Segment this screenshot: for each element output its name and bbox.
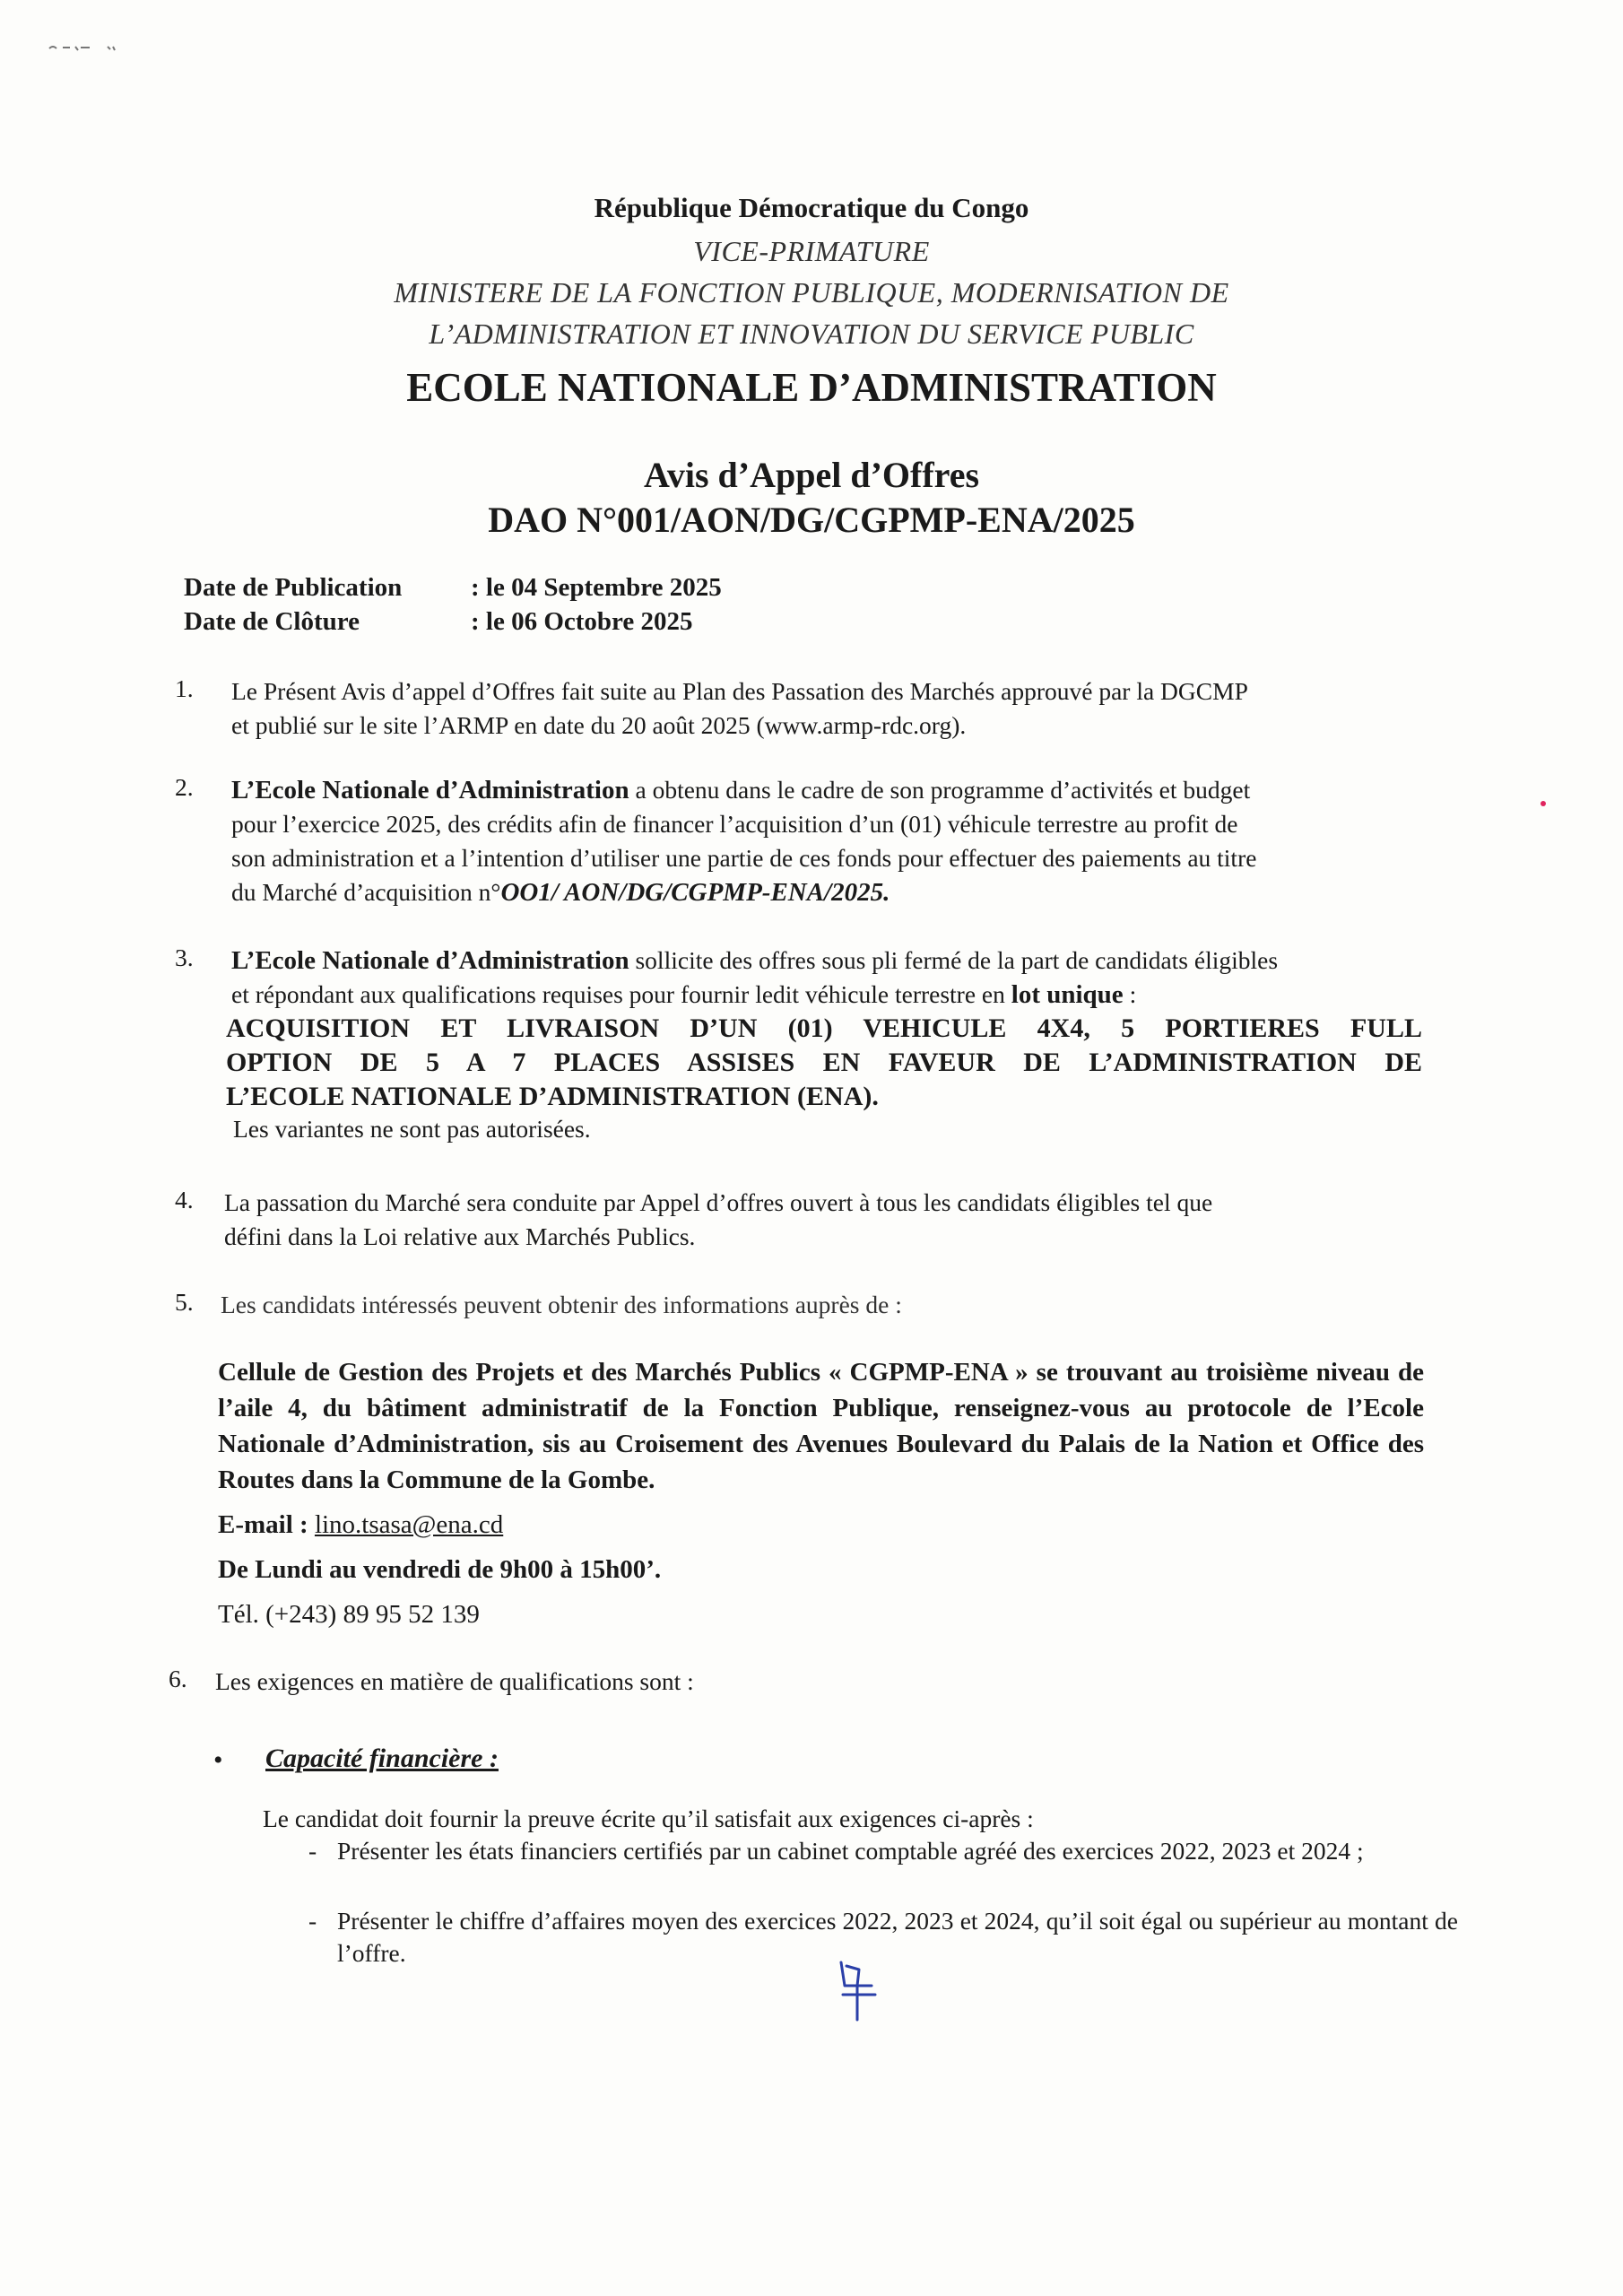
contact-block	[218, 1354, 1424, 1632]
dash-marker: -	[308, 1907, 317, 1935]
notice-title: Avis d’Appel d’Offres	[643, 455, 980, 495]
paragraph-1-line-2: et publié sur le site l’ARMP en date du 20 août 2025 (www.armp-rdc.org).	[231, 711, 967, 739]
item-number-4: 4.	[175, 1186, 194, 1213]
dash-marker: -	[308, 1837, 317, 1865]
bullet-icon: •	[213, 1745, 223, 1775]
paragraph-3-line-1: L’Ecole Nationale d’Administration sollicite des offres sous pli fermé de la part de candidats éligibles	[231, 946, 1279, 975]
ink-dot-mark	[1541, 801, 1546, 806]
paragraph-3	[231, 944, 1424, 1012]
contact-address: Cellule de Gestion des Projets et des Marchés Publics « CGPMP-ENA » se trouvant au troisième niveau de l’aile 4, du bâtiment administratif de la Fonction Publique, renseignez-vous au protocole de l’Ecole Nationale d’Administration, sis au Croisement des Avenues Boulevard du Palais de la Nation et Office des Routes dans la Commune de la Gombe.	[218, 1358, 1424, 1494]
country-name: République Démocratique du Congo	[594, 192, 1029, 223]
paragraph-2-line-2: pour l’exercice 2025, des crédits afin de financer l’acquisition d’un (01) véhicule terrestre au profit de	[231, 810, 1238, 838]
item-number-6: 6.	[169, 1665, 187, 1692]
lot-unique: lot unique	[1011, 980, 1124, 1009]
variants-note: Les variantes ne sont pas autorisées.	[233, 1115, 591, 1143]
paragraph-1-line-1: Le Présent Avis d’appel d’Offres fait suite au Plan des Passation des Marchés approuvé par la DGCMP	[231, 677, 1248, 705]
school-name: ECOLE NATIONALE D’ADMINISTRATION	[406, 365, 1217, 410]
ministry-line-2: L’ADMINISTRATION ET INNOVATION DU SERVICE PUBLIC	[429, 317, 1194, 350]
contract-subject-line-1: ACQUISITION ET LIVRAISON D’UN (01) VEHICULE 4X4, 5 PORTIERES FULL	[226, 1013, 1422, 1043]
requirement-2-text: Présenter le chiffre d’affaires moyen des exercices 2022, 2023 et 2024, qu’il soit égal ou supérieur au montant de l’offre.	[337, 1907, 1458, 1967]
publication-date-value: : le 04 Septembre 2025	[471, 573, 722, 602]
item-number-1: 1.	[175, 674, 194, 702]
contact-email-line: E-mail : lino.tsasa@ena.cd	[218, 1510, 504, 1539]
paragraph-2-line-1: L’Ecole Nationale d’Administration a obtenu dans le cadre de son programme d’activités et budget	[231, 776, 1251, 804]
email-link[interactable]: lino.tsasa@ena.cd	[314, 1510, 504, 1539]
item-number-3: 3.	[175, 944, 194, 971]
requirement-1-text: Présenter les états financiers certifiés par un cabinet comptable agréé des exercices 2022, 2023 et 2024 ;	[337, 1837, 1364, 1865]
ministry-line-1: MINISTERE DE LA FONCTION PUBLIQUE, MODERNISATION DE	[394, 276, 1229, 309]
closing-date-label: Date de Clôture	[184, 607, 360, 636]
paragraph-6: Les exigences en matière de qualifications sont :	[215, 1667, 694, 1695]
contract-subject-line-3: L’ECOLE NATIONALE D’ADMINISTRATION (ENA).	[226, 1082, 879, 1111]
financial-capacity-title: Capacité financière :	[265, 1744, 499, 1773]
initials-signature	[825, 1955, 888, 2027]
contact-phone: Tél. (+243) 89 95 52 139	[218, 1600, 480, 1629]
item-number-5: 5.	[175, 1288, 194, 1316]
school-name-inline: L’Ecole Nationale d’Administration	[231, 776, 629, 804]
paragraph-2-line-4: du Marché d’acquisition n°OO1/ AON/DG/CGPMP-ENA/2025.	[231, 878, 890, 907]
school-name-inline: L’Ecole Nationale d’Administration	[231, 946, 629, 975]
market-reference: OO1/ AON/DG/CGPMP-ENA/2025.	[500, 878, 890, 907]
paragraph-4-line-2: défini dans la Loi relative aux Marchés Publics.	[224, 1222, 696, 1250]
publication-date-label: Date de Publication	[184, 573, 403, 602]
dao-reference: DAO N°001/AON/DG/CGPMP-ENA/2025	[488, 500, 1135, 540]
contact-hours: De Lundi au vendredi de 9h00 à 15h00’.	[218, 1555, 662, 1584]
paragraph-4	[224, 1186, 1424, 1254]
paragraph-3-line-2: et répondant aux qualifications requises pour fournir ledit véhicule terrestre en lot unique :	[231, 980, 1137, 1009]
financial-capacity-intro: Le candidat doit fournir la preuve écrite qu’il satisfait aux exigences ci-après :	[263, 1805, 1034, 1832]
paragraph-2	[231, 773, 1424, 909]
item-number-2: 2.	[175, 773, 194, 801]
paragraph-1	[231, 674, 1424, 743]
dates-block	[184, 570, 722, 639]
paragraph-5: Les candidats intéressés peuvent obtenir des informations auprès de :	[221, 1291, 902, 1318]
vice-primature: VICE-PRIMATURE	[693, 235, 930, 267]
scan-artifact-mark	[45, 39, 161, 57]
paragraph-4-line-1: La passation du Marché sera conduite par Appel d’offres ouvert à tous les candidats éligibles tel que	[224, 1188, 1213, 1216]
contract-subject	[226, 1012, 1422, 1114]
contract-subject-line-2: OPTION DE 5 A 7 PLACES ASSISES EN FAVEUR DE L’ADMINISTRATION DE	[226, 1048, 1422, 1077]
paragraph-2-line-3: son administration et a l’intention d’utiliser une partie de ces fonds pour effectuer des paiements au titre	[231, 844, 1257, 872]
closing-date-value: : le 06 Octobre 2025	[471, 607, 693, 636]
